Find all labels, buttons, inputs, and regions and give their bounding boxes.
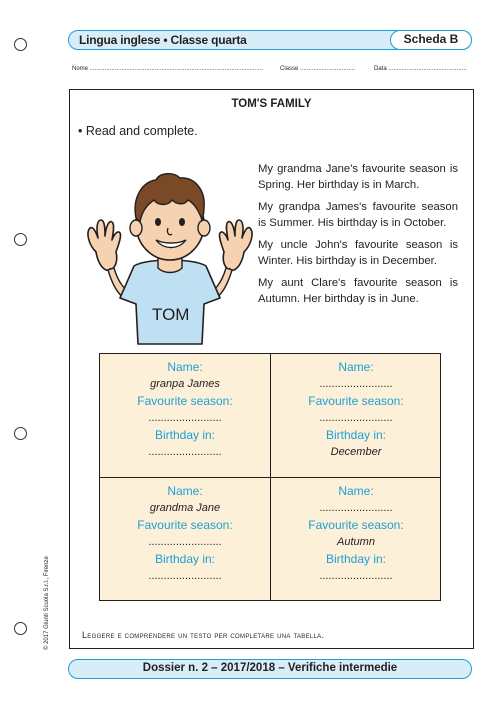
season-blank[interactable]: ........................ <box>319 412 393 424</box>
season-label: Favourite season: <box>308 394 404 408</box>
copyright: © 2017 Giunti Scuola S.r.l., Firenze <box>44 556 50 650</box>
birthday-blank[interactable]: ........................ <box>148 570 222 582</box>
name-label: Name: <box>338 360 374 374</box>
birthday-label: Birthday in: <box>154 428 216 442</box>
footer-band: Dossier n. 2 – 2017/2018 – Verifiche intermedie <box>68 659 472 679</box>
binder-hole-middle-upper <box>14 233 27 246</box>
name-blank[interactable]: ........................ <box>319 502 393 514</box>
shirt-text: TOM <box>152 305 190 324</box>
sheet-label: Scheda B <box>390 30 472 50</box>
binder-hole-bottom <box>14 622 27 635</box>
binder-hole-top <box>14 38 27 51</box>
name-label: Name: <box>338 484 374 498</box>
season-value[interactable]: Autumn <box>337 536 375 548</box>
name-field[interactable]: Nome ........................................................................................................ <box>72 66 264 72</box>
season-blank[interactable]: ........................ <box>148 412 222 424</box>
birthday-blank[interactable]: ........................ <box>319 570 393 582</box>
birthday-label: Birthday in: <box>154 552 216 566</box>
table-cell-aunt <box>271 478 441 601</box>
header-band <box>68 30 472 50</box>
name-value[interactable]: granpa James <box>150 378 220 390</box>
birthday-blank[interactable]: ........................ <box>148 446 222 458</box>
name-blank[interactable]: ........................ <box>319 378 393 390</box>
table-cell-grandma <box>100 478 270 601</box>
name-label: Name: <box>167 484 203 498</box>
family-story <box>258 162 458 314</box>
season-blank[interactable]: ........................ <box>148 536 222 548</box>
date-field[interactable]: Data ............................................... <box>374 66 467 72</box>
worksheet-frame <box>69 89 474 649</box>
story-paragraph: My grandpa James's favourite season is Summer. His birthday is in October. <box>258 201 458 229</box>
family-table <box>99 353 441 601</box>
skill-statement: Leggere e comprendere un testo per completare una tabella. <box>82 630 325 640</box>
story-paragraph: My uncle John's favourite season is Winter. His birthday is in December. <box>258 239 458 267</box>
season-label: Favourite season: <box>137 518 233 532</box>
page-title: TOM'S FAMILY <box>231 98 312 110</box>
name-value[interactable]: grandma Jane <box>149 502 221 514</box>
birthday-value[interactable]: December <box>330 446 382 458</box>
instruction: • Read and complete. <box>78 124 198 138</box>
table-cell-grandpa <box>100 354 270 477</box>
season-label: Favourite season: <box>137 394 233 408</box>
class-field[interactable]: Classe ................................. <box>280 66 356 72</box>
name-label: Name: <box>167 360 203 374</box>
birthday-label: Birthday in: <box>325 552 387 566</box>
boy-illustration <box>80 148 260 348</box>
story-paragraph: My grandma Jane's favourite season is Spring. Her birthday is in March. <box>258 163 458 191</box>
subject-label: Lingua inglese • Classe quarta <box>79 33 247 47</box>
season-label: Favourite season: <box>308 518 404 532</box>
binder-hole-middle-lower <box>14 427 27 440</box>
story-paragraph: My aunt Clare's favourite season is Autumn. Her birthday is in June. <box>258 277 458 305</box>
birthday-label: Birthday in: <box>325 428 387 442</box>
table-cell-uncle <box>271 354 441 477</box>
